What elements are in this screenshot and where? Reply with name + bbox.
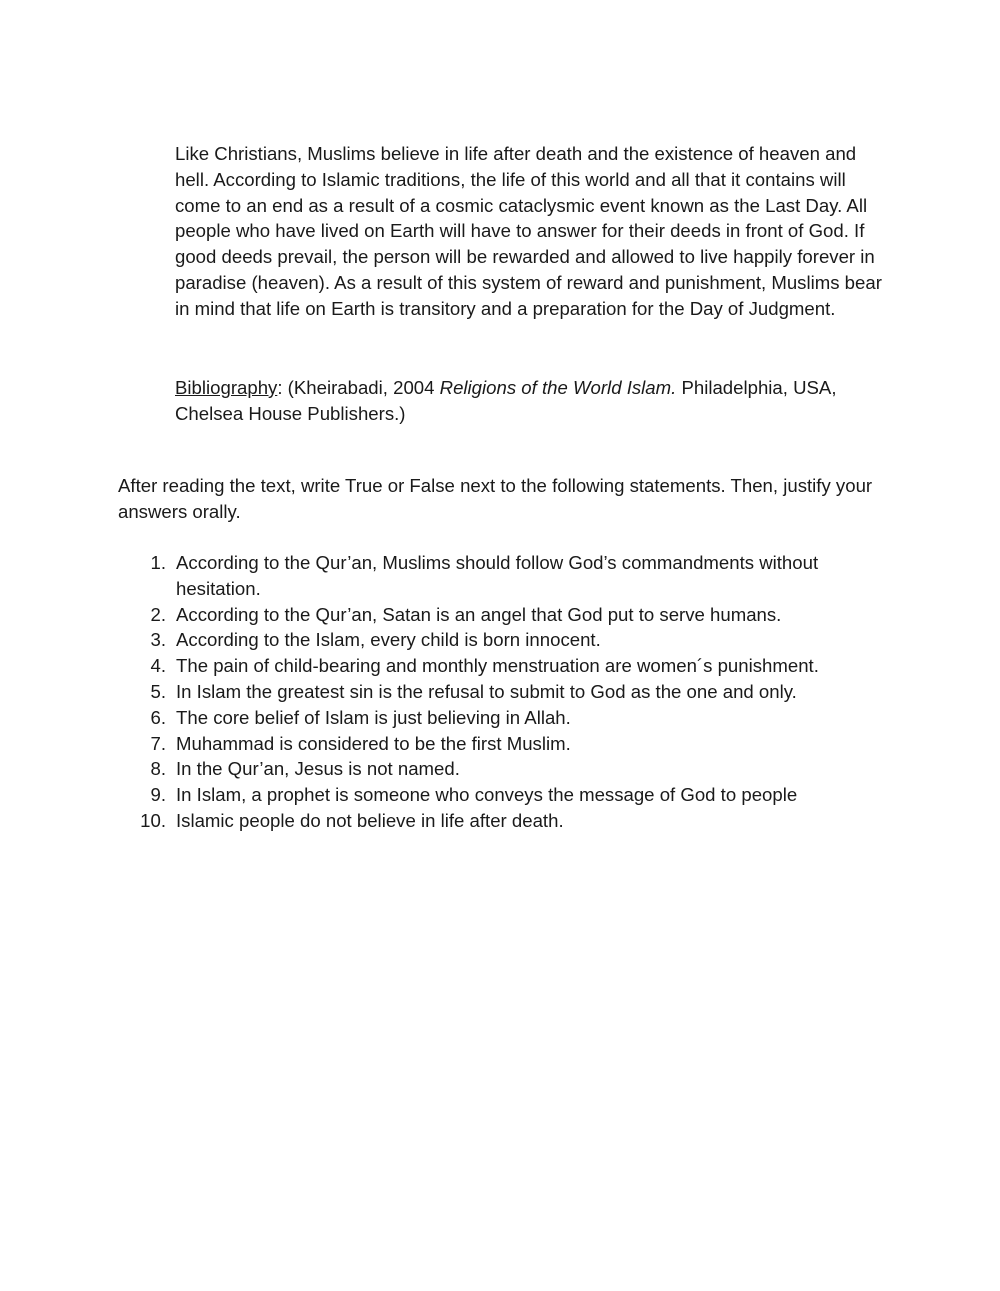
statement-number: 10. <box>140 809 166 831</box>
statement-number: 2. <box>150 603 166 625</box>
bibliography <box>175 375 885 427</box>
statement-item <box>118 550 888 602</box>
statement-item <box>118 731 888 757</box>
statement-text: The core belief of Islam is just believing in Allah. <box>176 706 571 728</box>
bibliography-label: Bibliography <box>175 377 278 398</box>
statement-text: According to the Qur’an, Muslims should follow God’s commandments without hesitation. <box>176 552 819 599</box>
statement-text: According to the Islam, every child is born innocent. <box>176 629 601 651</box>
statement-text: In Islam the greatest sin is the refusal to submit to God as the one and only. <box>176 680 797 702</box>
statement-item <box>118 782 888 808</box>
statement-number: 3. <box>150 629 166 651</box>
statement-item <box>118 808 888 834</box>
statement-number: 7. <box>150 732 166 754</box>
statement-text: The pain of child-bearing and monthly menstruation are women´s punishment. <box>176 655 819 677</box>
statement-text: In Islam, a prophet is someone who conveys the message of God to people <box>176 784 798 806</box>
reading-passage <box>175 141 885 322</box>
statement-text: According to the Qur’an, Satan is an angel that God put to serve humans. <box>176 603 782 625</box>
statement-item <box>118 756 888 782</box>
statement-number: 8. <box>150 758 166 780</box>
statement-item <box>118 602 888 628</box>
bibliography-prefix: : (Kheirabadi, 2004 <box>277 377 440 398</box>
statement-text: Muhammad is considered to be the first Muslim. <box>176 732 571 754</box>
exercise-instructions: After reading the text, write True or False next to the following statements. Then, justify your answers orally. <box>118 475 873 522</box>
statement-number: 1. <box>150 552 166 573</box>
bibliography-suffix: Philadelphia, USA, Chelsea House Publishers.) <box>175 377 837 424</box>
statement-number: 4. <box>150 655 166 677</box>
statement-text: Islamic people do not believe in life after death. <box>176 809 564 831</box>
reading-paragraph: Like Christians, Muslims believe in life after death and the existence of heaven and hell. According to Islamic traditions, the life of this world and all that it contains will come to an end as a result of a cosmic cataclysmic event known as the Last Day. All people who have lived on Earth will have to answer for their deeds in front of God. If good deeds prevail, the person will be rewarded and allowed to live happily forever in paradise (heaven). As a result of this system of reward and punishment, Muslims bear in mind that life on Earth is transitory and a preparation for the Day of Judgment. <box>175 143 882 319</box>
statement-number: 5. <box>150 680 166 702</box>
statement-item <box>118 705 888 731</box>
statements-list <box>118 550 888 834</box>
statement-number: 9. <box>150 784 166 806</box>
statement-item <box>118 653 888 679</box>
statement-text: In the Qur’an, Jesus is not named. <box>176 758 460 780</box>
statement-item <box>118 679 888 705</box>
bibliography-title: Religions of the World Islam. <box>439 377 677 398</box>
statement-item <box>118 627 888 653</box>
statement-number: 6. <box>150 706 166 728</box>
